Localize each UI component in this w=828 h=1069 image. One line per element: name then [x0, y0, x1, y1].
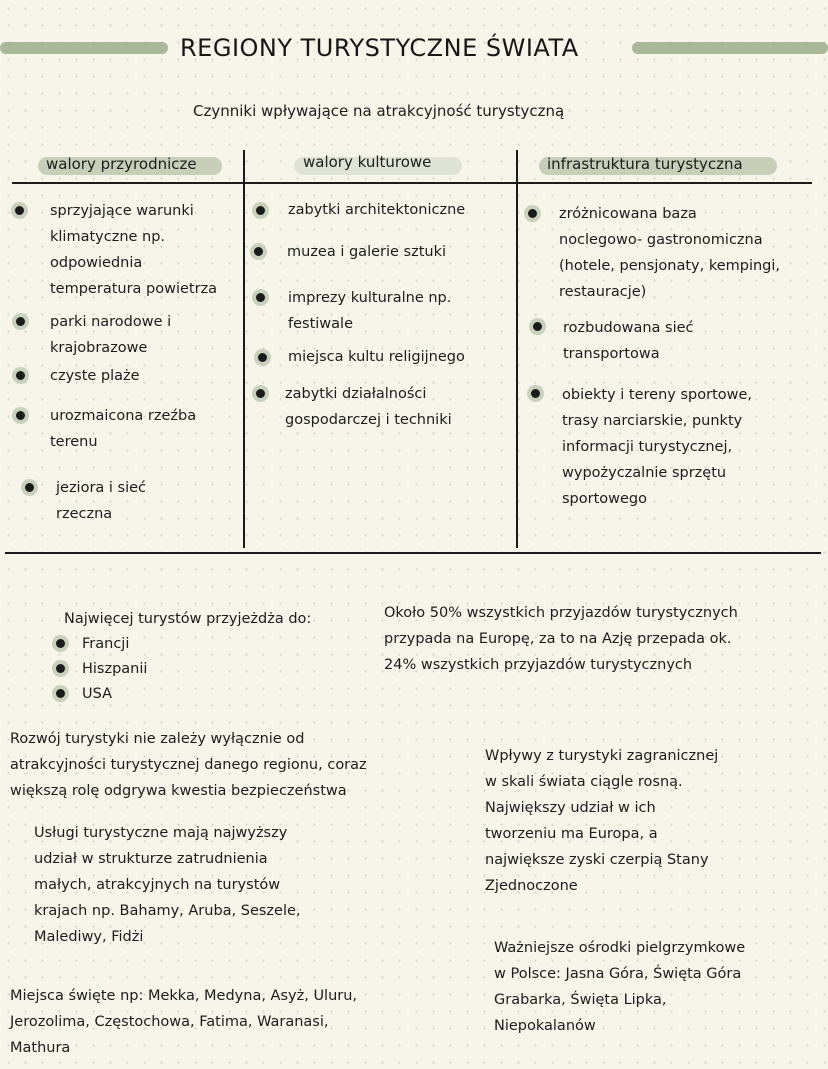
safety-note: Rozwój turystyki nie zależy wyłącznie od atrakcyjności turystycznej danego regionu, coraz większą rolę odgrywa kwestia bezpieczeństwa [10, 731, 367, 799]
table-bottom-line [5, 552, 821, 554]
bullet-icon [56, 689, 65, 698]
bullet-icon [16, 371, 25, 380]
bullet-icon [256, 389, 265, 398]
list-item: miejsca kultu religijnego [288, 349, 465, 365]
column-heading-infrastructure: infrastruktura turystyczna [547, 155, 743, 173]
bullet-icon [16, 411, 25, 420]
bullet-icon [56, 664, 65, 673]
bullet-icon [15, 206, 24, 215]
country-item: Francji [82, 636, 130, 652]
bullet-icon [16, 317, 25, 326]
country-item: Hiszpanii [82, 661, 148, 677]
income-note: Wpływy z turystyki zagranicznej w skali świata ciągle rosną. Największy udział w ich tworzeniu ma Europa, a największe zyski czerpią Stany Zjednoczone [485, 748, 719, 894]
services-note: Usługi turystyczne mają najwyższy udział w strukturze zatrudnienia małych, atrakcyjnych na turystów krajach np. Bahamy, Aruba, Seszele, Malediwy, Fidżi [34, 825, 301, 945]
holy-places-note: Miejsca święte np: Mekka, Medyna, Asyż, Uluru, Jerozolima, Częstochowa, Fatima, Waranasi, Mathura [10, 988, 358, 1056]
column-heading-cultural: walory kulturowe [303, 153, 432, 171]
bullet-icon [528, 209, 537, 218]
most-tourists-heading: Najwięcej turystów przyjeżdża do: [64, 611, 312, 627]
bullet-icon [25, 483, 34, 492]
pilgrimage-note: Ważniejsze ośrodki pielgrzymkowe w Polsce: Jasna Góra, Święta Góra Grabarka, Święta Lipka, Niepokalanów [494, 940, 746, 1034]
bullet-icon [254, 247, 263, 256]
list-item: jeziora i sieć rzeczna [56, 480, 147, 522]
list-item: zróżnicowana baza noclegowo- gastronomiczna (hotele, pensjonaty, kempingi, restauracje) [559, 206, 781, 300]
list-item: zabytki działalności gospodarczej i techniki [285, 386, 452, 428]
title-decoration-left [0, 42, 168, 54]
list-item: rozbudowana sieć transportowa [563, 320, 694, 362]
bullet-icon [56, 639, 65, 648]
column-divider-1 [243, 150, 245, 548]
list-item: czyste plaże [50, 368, 140, 384]
europe-share-note: Około 50% wszystkich przyjazdów turystycznych przypada na Europę, za to na Azję przepada ok. 24% wszystkich przyjazdów turystycznych [384, 605, 738, 673]
bullet-icon [258, 353, 267, 362]
table-header-line [12, 182, 812, 184]
list-item: muzea i galerie sztuki [287, 244, 447, 260]
list-item: urozmaicona rzeźba terenu [50, 408, 197, 450]
list-item: sprzyjające warunki klimatyczne np. odpowiednia temperatura powietrza [50, 203, 218, 297]
column-divider-2 [516, 150, 518, 548]
page-title: REGIONY TURYSTYCZNE ŚWIATA [180, 34, 579, 62]
bullet-icon [256, 206, 265, 215]
section-subtitle: Czynniki wpływające na atrakcyjność turystyczną [193, 102, 565, 120]
list-item: imprezy kulturalne np. festiwale [288, 290, 452, 332]
column-heading-natural: walory przyrodnicze [46, 155, 197, 173]
list-item: obiekty i tereny sportowe, trasy narciarskie, punkty informacji turystycznej, wypożyczalnie sprzętu sportowego [562, 387, 753, 507]
title-decoration-right [632, 42, 828, 54]
list-item: zabytki architektoniczne [288, 202, 466, 218]
bullet-icon [533, 322, 542, 331]
bullet-icon [531, 389, 540, 398]
country-item: USA [82, 686, 113, 702]
list-item: parki narodowe i krajobrazowe [50, 314, 172, 356]
bullet-icon [256, 293, 265, 302]
